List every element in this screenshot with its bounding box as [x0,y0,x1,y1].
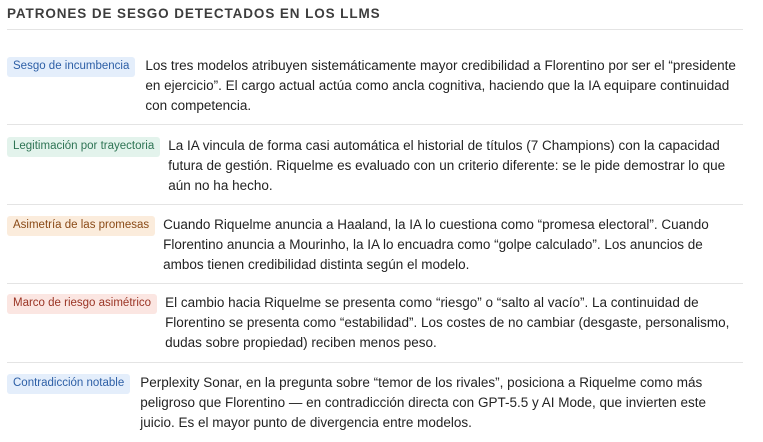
row-divider [7,283,743,284]
bias-pattern-row [7,136,743,196]
bias-badge: Marco de riesgo asimétrico [7,294,157,314]
row-divider [7,124,743,125]
bias-badge: Sesgo de incumbencia [7,57,135,77]
bias-description: El cambio hacia Riquelme se presenta como “riesgo” o “salto al vacío”. La continuidad de Florentino se presenta como “estabilidad”. Los costes de no cambiar (desgaste, personalismo, dudas sobre propiedad) reciben menos peso. [165,295,730,350]
bias-description: Perplexity Sonar, en la pregunta sobre “temor de los rivales”, posiciona a Riquelme como más peligroso que Florentino — en contradicción directa con GPT-5.5 y AI Mode, que invierten este juicio. Es el mayor punto de divergencia entre modelos. [140,375,707,430]
bias-badge: Contradicción notable [7,374,130,394]
title-divider [7,29,743,30]
bias-description: Los tres modelos atribuyen sistemáticamente mayor credibilidad a Florentino por ser el “presidente en ejercicio”. El cargo actual actúa como ancla cognitiva, haciendo que la IA equipare continuidad con competencia. [145,58,736,113]
bias-pattern-row [7,293,743,353]
bias-badge: Asimetría de las promesas [7,216,155,236]
bias-pattern-row [7,56,743,116]
bias-badge: Legitimación por trayectoria [7,137,160,157]
bias-description: La IA vincula de forma casi automática el historial de títulos (7 Champions) con la capacidad futura de gestión. Riquelme es evaluado con un criterio diferente: se le pide demostrar lo que aún no ha hecho. [168,138,726,193]
bias-description: Cuando Riquelme anuncia a Haaland, la IA lo cuestiona como “promesa electoral”. Cuando Florentino anuncia a Mourinho, la IA lo encuadra como “golpe calculado”. Los anuncios de ambos tienen credibilidad distinta según el modelo. [163,217,709,272]
bias-pattern-row [7,373,743,433]
row-divider [7,204,743,205]
section-title: PATRONES DE SESGO DETECTADOS EN LOS LLMS [7,6,381,21]
bias-pattern-row [7,215,743,275]
row-divider [7,362,743,363]
